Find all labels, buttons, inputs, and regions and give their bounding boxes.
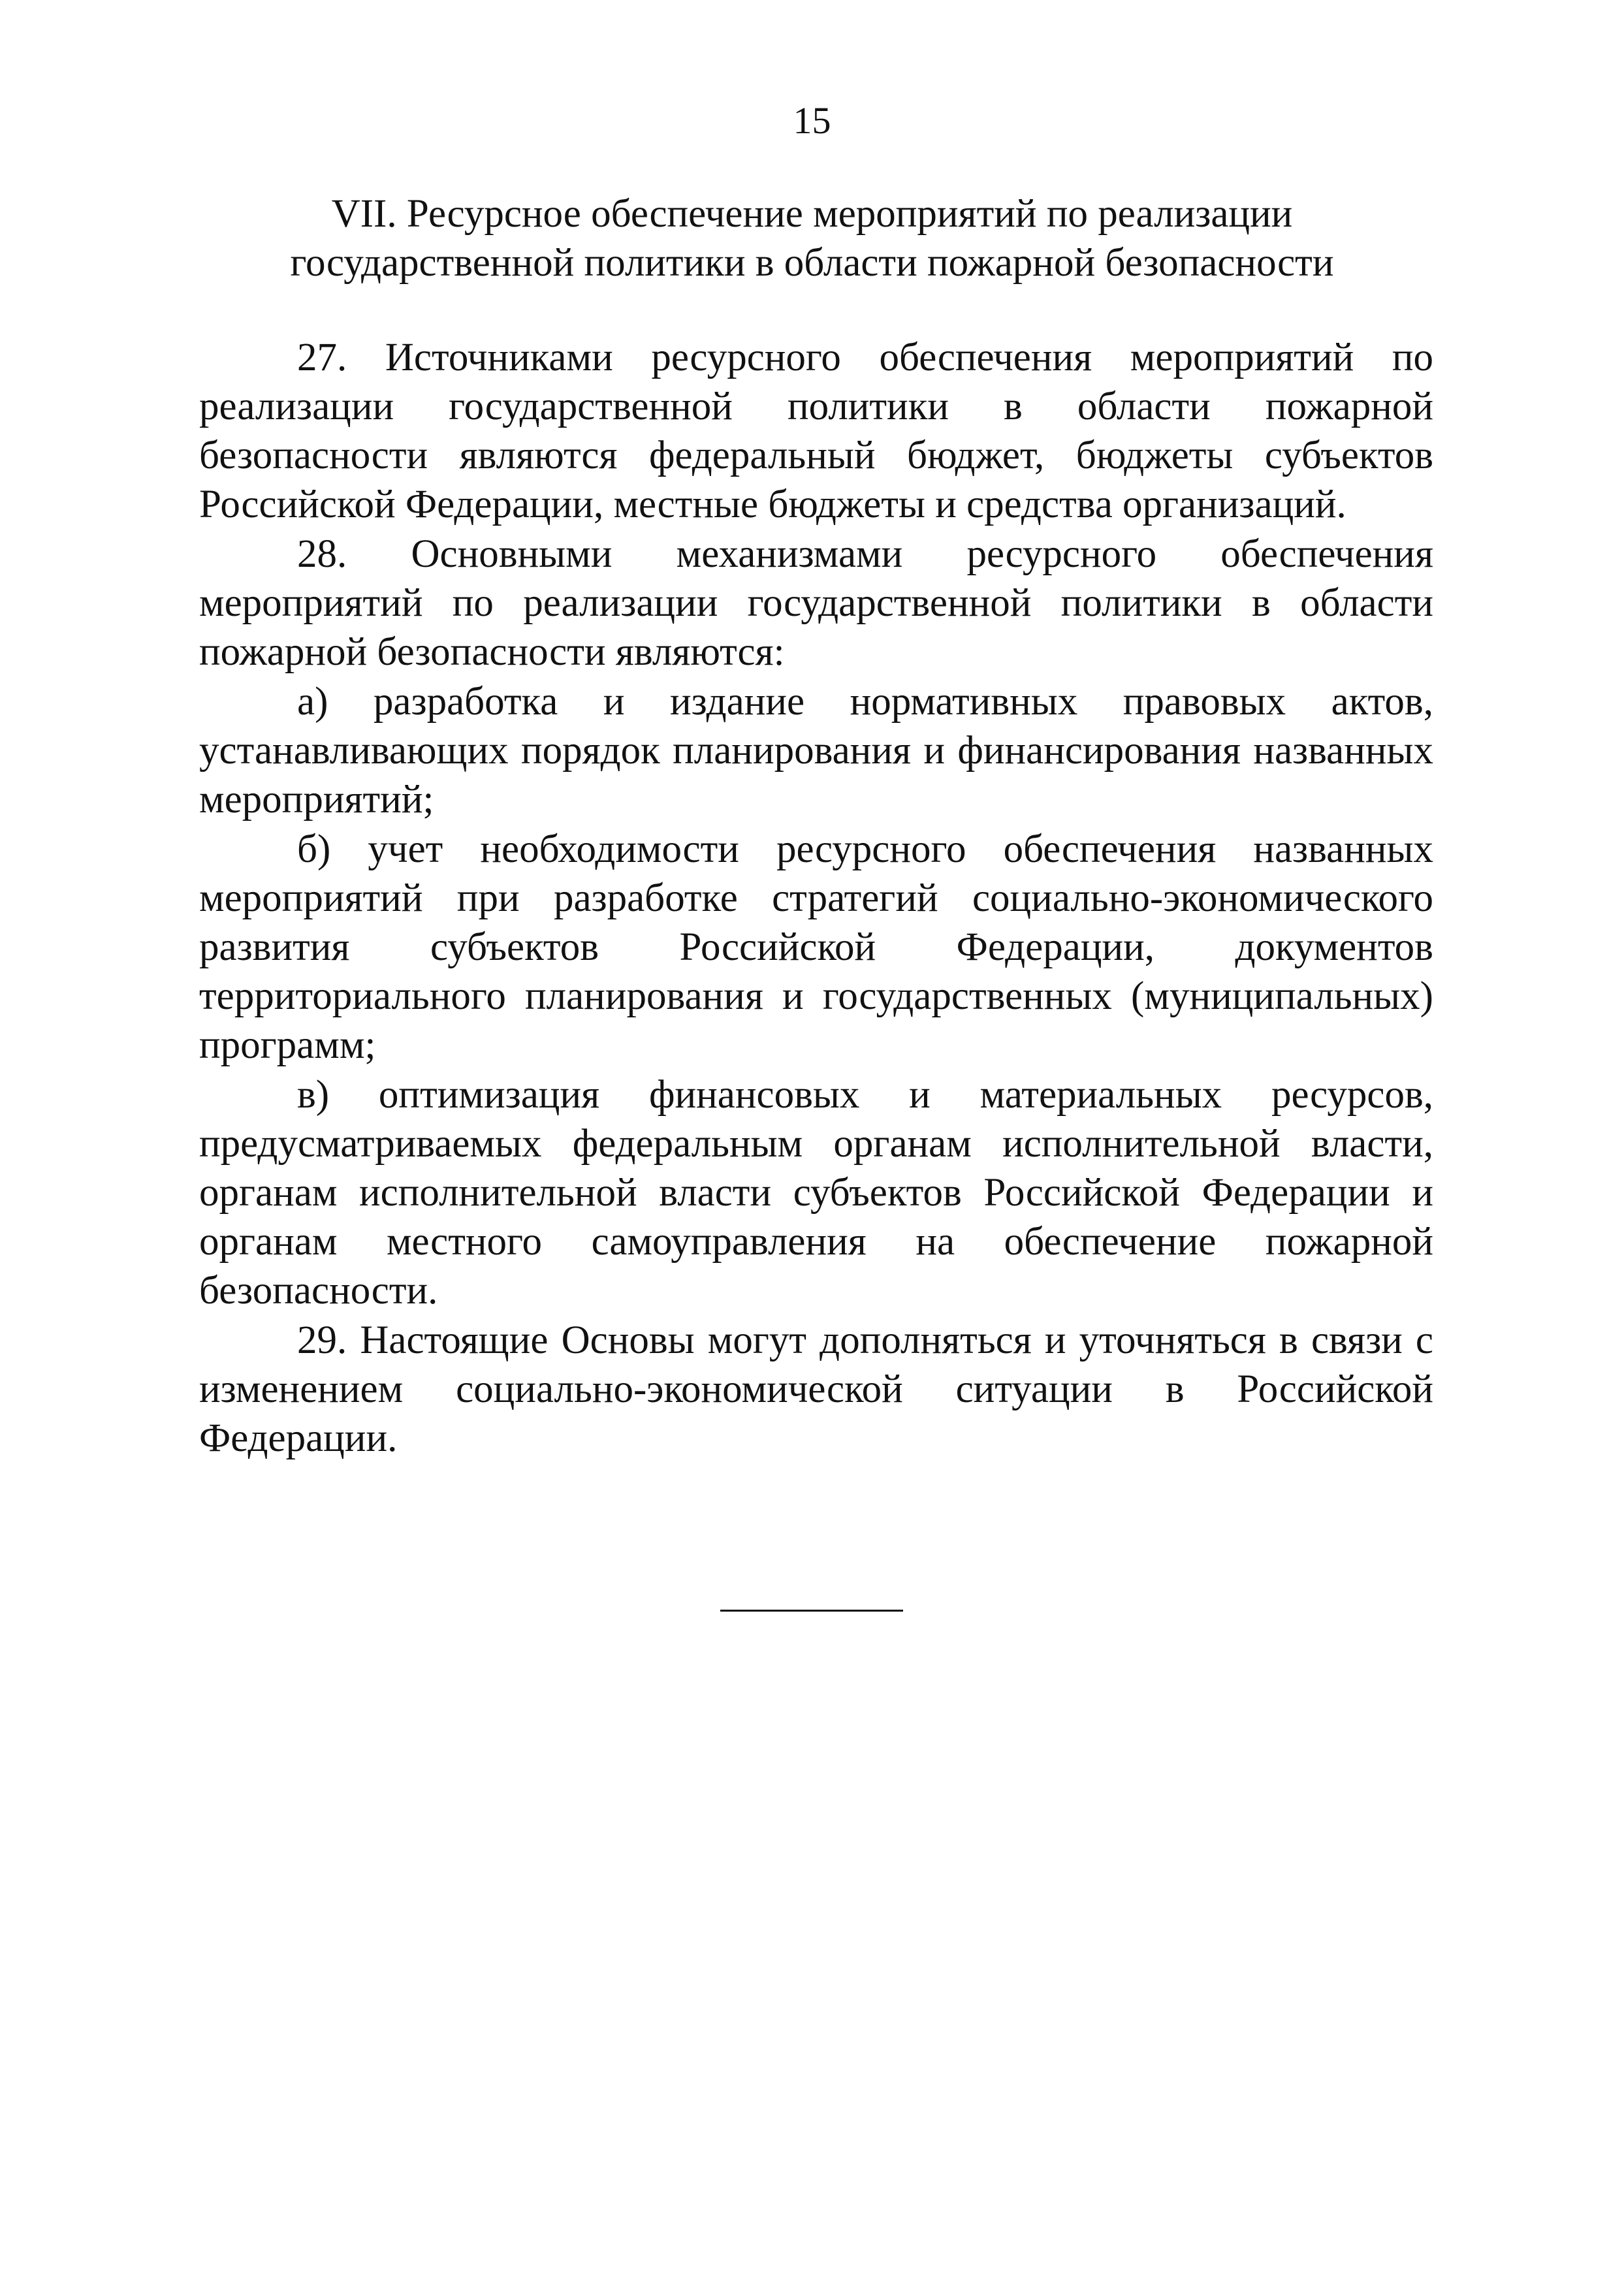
list-item-a: а) разработка и издание нормативных правовых актов, устанавливающих порядок планирования и финансирования названных мероприятий; xyxy=(199,680,1433,821)
section-title-line-1: VII. Ресурсное обеспечение мероприятий по реализации xyxy=(331,192,1293,236)
section-title-line-2: государственной политики в области пожарной безопасности xyxy=(290,241,1334,285)
paragraph-27: 27. Источниками ресурсного обеспечения мероприятий по реализации государственной политики в области пожарной безопасности являются федеральный бюджет, бюджеты субъектов Российской Федерации, местные бюджеты и средства организаций. xyxy=(199,336,1433,526)
section-title xyxy=(196,189,1428,287)
paragraph-28: 28. Основными механизмами ресурсного обеспечения мероприятий по реализации государственной политики в области пожарной безопасности являются: xyxy=(199,532,1433,674)
paragraph-29: 29. Настоящие Основы могут дополняться и уточняться в связи с изменением социально-экономической ситуации в Российской Федерации. xyxy=(199,1318,1433,1460)
end-of-document-rule xyxy=(720,1610,903,1612)
list-item-v: в) оптимизация финансовых и материальных ресурсов, предусматриваемых федеральным органам исполнительной власти, органам исполнительной власти субъектов Российской Федерации и органам местного самоуправления на обеспечение пожарной безопасности. xyxy=(199,1073,1433,1313)
page-number: 15 xyxy=(793,99,831,142)
body-text xyxy=(199,333,1433,1463)
list-item-b: б) учет необходимости ресурсного обеспечения названных мероприятий при разработке стратегий социально-экономического развития субъектов Российской Федерации, документов территориального планирования и государственных (муниципальных) программ; xyxy=(199,827,1433,1067)
